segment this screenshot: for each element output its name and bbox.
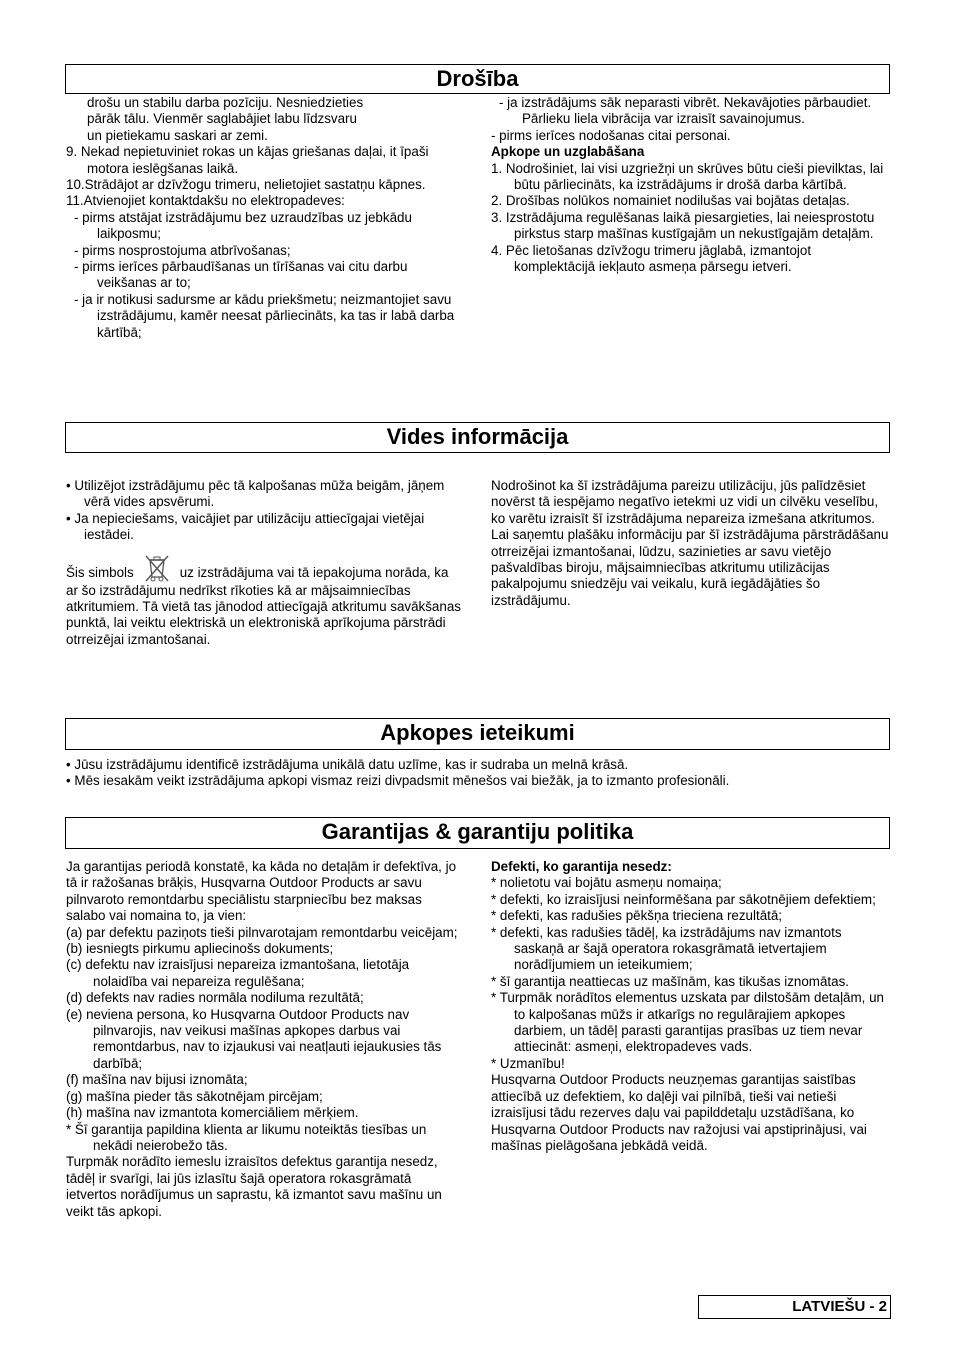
list-item: * defekti, kas radušies tādēļ, ka izstrādājums nav izmantots saskaņā ar šajā operatora rokasgrāmatā ietvertajiem norādījumiem un ieteikumiem; bbox=[491, 924, 842, 973]
list-item: * defekti, kas radušies pēkšņa trieciena rezultātā; bbox=[491, 908, 783, 924]
section-title-apkopes: Apkopes ieteikumi bbox=[65, 718, 890, 750]
paragraph: Turpmāk norādīto iemeslu izraisītos defektus garantija nesedz, tādēļ ir svarīgi, lai jūs izlasītu šajā operatora rokasgrāmatā ietvertos norādījumus un saprastu, kā izmantot savu mašīnu un veikt tās apkopi. bbox=[66, 1154, 442, 1219]
list-item: (a) par defektu paziņots tieši pilnvarotajam remontdarbu veicējam; bbox=[66, 924, 458, 940]
list-item: - pirms atstājat izstrādājumu bez uzraudzības uz jebkādu laikposmu; bbox=[74, 209, 412, 242]
drosiba-left-column bbox=[66, 95, 464, 341]
list-item: (f) mašīna nav bijusi iznomāta; bbox=[66, 1072, 248, 1088]
bullet-item: • Jūsu izstrādājumu identificē izstrādājuma unikālā datu uzlīme, kas ir sudraba un melnā krāsā. bbox=[66, 757, 629, 772]
list-item: * Šī garantija papildina klienta ar likumu noteiktās tiesības un nekādi neierobežo tās. bbox=[66, 1121, 427, 1153]
drosiba-right-column bbox=[491, 95, 891, 275]
list-item: (h) mašīna nav izmantota komerciāliem mērķiem. bbox=[66, 1105, 359, 1121]
list-item: 11.Atvienojiet kontaktdakšu no elektropadeves: bbox=[66, 193, 345, 209]
list-item: (d) defekts nav radies normāla nodiluma rezultātā; bbox=[66, 990, 364, 1006]
list-item: - ja izstrādājums sāk neparasti vibrēt. Nekavājoties pārbaudiet. Pārlieku liela vibrācija var izraisīt savainojumus. bbox=[499, 95, 872, 127]
subheading: Apkope un uzglabāšana bbox=[491, 144, 645, 160]
list-item: (e) neviena persona, ko Husqvarna Outdoor Products nav pilnvarojis, nav veikusi mašīnas apkopes darbus vai remontdarbus, nav to izjaukusi vai neatļauti iejaukusies tās darbībā; bbox=[66, 1006, 442, 1071]
bullet-item: • Mēs iesakām veikt izstrādājuma apkopi vismaz reizi divpadsmit mēnešos vai biežāk, ja to izmanto profesionāli. bbox=[66, 773, 730, 789]
list-item: 10.Strādājot ar dzīvžogu trimeru, nelietojiet sastatņu kāpnes. bbox=[66, 177, 426, 193]
weee-paragraph bbox=[66, 553, 464, 649]
list-item: - pirms ierīces pārbaudīšanas un tīrīšanas vai citu darbu veikšanas ar to; bbox=[74, 259, 408, 291]
list-item: 1. Nodrošiniet, lai visi uzgriežņi un skrūves būtu cieši pievilktas, lai būtu pārliecināts, ka izstrādājums ir drošā darba kārtībā. bbox=[491, 160, 884, 193]
bullet-item: • Utilizējot izstrādājumu pēc tā kalpošanas mūža beigām, jāņem vērā vides apsvērumi. bbox=[66, 478, 445, 510]
note: * Uzmanību! bbox=[491, 1055, 565, 1071]
paragraph: Husqvarna Outdoor Products neuzņemas garantijas saistības attiecībā uz defektiem, ko daļēji vai pilnībā, tieši vai netieši izraisījusi tādu rezerves daļu vai papilddetaļu uzstādīšana, ko Husqvarna Outdoor Products nav ražojusi vai apstiprinājusi, vai mašīnas pielāgošana jebkādā veidā. bbox=[491, 1072, 867, 1153]
garantijas-right-column bbox=[491, 859, 891, 1154]
section-title-vides: Vides informācija bbox=[65, 422, 890, 453]
garantijas-left-column bbox=[66, 859, 464, 1220]
text-line: pārāk tālu. Vienmēr saglabājiet labu līdzsvaru bbox=[87, 111, 357, 127]
list-item: 3. Izstrādājuma regulēšanas laikā piesargieties, lai neiesprostotu pirkstus starp mašīnas kustīgajām un nekustīgajām detaļām. bbox=[491, 209, 875, 242]
vides-left-column bbox=[66, 478, 464, 648]
list-item: 9. Nekad nepietuviniet rokas un kājas griešanas daļai, it īpaši motora ieslēgšanas laikā. bbox=[66, 144, 429, 176]
page-footer: LATVIEŠU - 2 bbox=[698, 1295, 891, 1319]
list-item: 4. Pēc lietošanas dzīvžogu trimeru jāglabā, izmantojot komplektācijā iekļauto asmeņa pārsegu ietveri. bbox=[491, 242, 812, 275]
list-item: * defekti, ko izraisījusi neinformēšana par sākotnējiem defektiem; bbox=[491, 891, 876, 907]
section-title-drosiba: Drošība bbox=[65, 64, 890, 94]
list-item: * nolietotu vai bojātu asmeņu nomaiņa; bbox=[491, 875, 722, 891]
list-item: 2. Drošības nolūkos nomainiet nodilušas vai bojātas detaļas. bbox=[491, 193, 850, 209]
paragraph: Nodrošinot ka šī izstrādājuma pareizu utilizāciju, jūs palīdzēsiet novērst tā iespējamo negatīvo ietekmi uz vidi un cilvēku veselību, ko varētu izraisīt šī izstrādājuma nepareiza izmešana atkritumos. Lai saņemtu plašāku informāciju par šī izstrādājuma pārstrādāšanu otrreizējai izmantošanai, lūdzu, sazinieties ar savu vietējo pašvaldības biroju, mājsaimniecības atkritumu utilizācijas pakalpojumu sniedzēju vai veikalu, kurā iegādājāties šo izstrādājumu. bbox=[491, 478, 889, 608]
list-item: - pirms nosprostojuma atbrīvošanas; bbox=[74, 242, 291, 258]
list-item: - pirms ierīces nodošanas citai personai. bbox=[491, 127, 731, 143]
list-item: (b) iesniegts pirkumu apliecinošs dokuments; bbox=[66, 941, 334, 957]
section-title-garantijas: Garantijas & garantiju politika bbox=[65, 817, 890, 849]
symbol-text: Šis simbols bbox=[66, 564, 134, 580]
list-item: - ja ir notikusi sadursme ar kādu priekšmetu; neizmantojiet savu izstrādājumu, kamēr neesat pārliecināts, ka tas ir labā darba kārtībā; bbox=[74, 291, 455, 340]
apkopes-list bbox=[66, 757, 856, 790]
text-line: un pietiekamu saskari ar zemi. bbox=[87, 127, 268, 143]
subheading: Defekti, ko garantija nesedz: bbox=[491, 859, 672, 874]
paragraph: Ja garantijas periodā konstatē, ka kāda no detaļām ir defektīva, jo tā ir ražošanas brāķis, Husqvarna Outdoor Products ar savu pilnvaroto remontdarbu speciālistu starpniecību bez maksas salabo vai nomaina to, ja vien: bbox=[66, 859, 457, 924]
bullet-item: • Ja nepieciešams, vaicājiet par utilizāciju attiecīgajai vietējai iestādei. bbox=[66, 510, 425, 543]
list-item: * Turpmāk norādītos elementus uzskata par dilstošām detaļām, un to kalpošanas mūžs ir atkarīgs no regulārajiem apkopes darbiem, un tādēļ parasti garantijas prasības uz tiem nevar attiecināt: asmeņi, elektropadeves vads. bbox=[491, 990, 884, 1055]
vides-right-column bbox=[491, 478, 891, 609]
list-item: (g) mašīna pieder tās sākotnējam pircējam; bbox=[66, 1088, 323, 1104]
text-line: drošu un stabilu darba pozīciju. Nesniedzieties bbox=[87, 95, 364, 110]
list-item: * šī garantija neattiecas uz mašīnām, kas tikušas iznomātas. bbox=[491, 973, 849, 989]
list-item: (c) defektu nav izraisījusi nepareiza izmantošana, lietotāja nolaidība vai nepareiza regulēšana; bbox=[66, 957, 410, 989]
weee-text: uz izstrādājuma vai tā iepakojuma norāda, ka ar šo izstrādājumu nedrīkst rīkoties kā ar mājsaimniecības atkritumiem. Tā vietā tas jānodod attiecīgajā atkritumu savākšanas punktā, lai veiktu elektriskā un elektroniskā aprīkojuma pārstrādi otrreizējai izmantošanai. bbox=[66, 564, 461, 647]
crossed-out-wheelie-bin-icon bbox=[144, 553, 170, 583]
